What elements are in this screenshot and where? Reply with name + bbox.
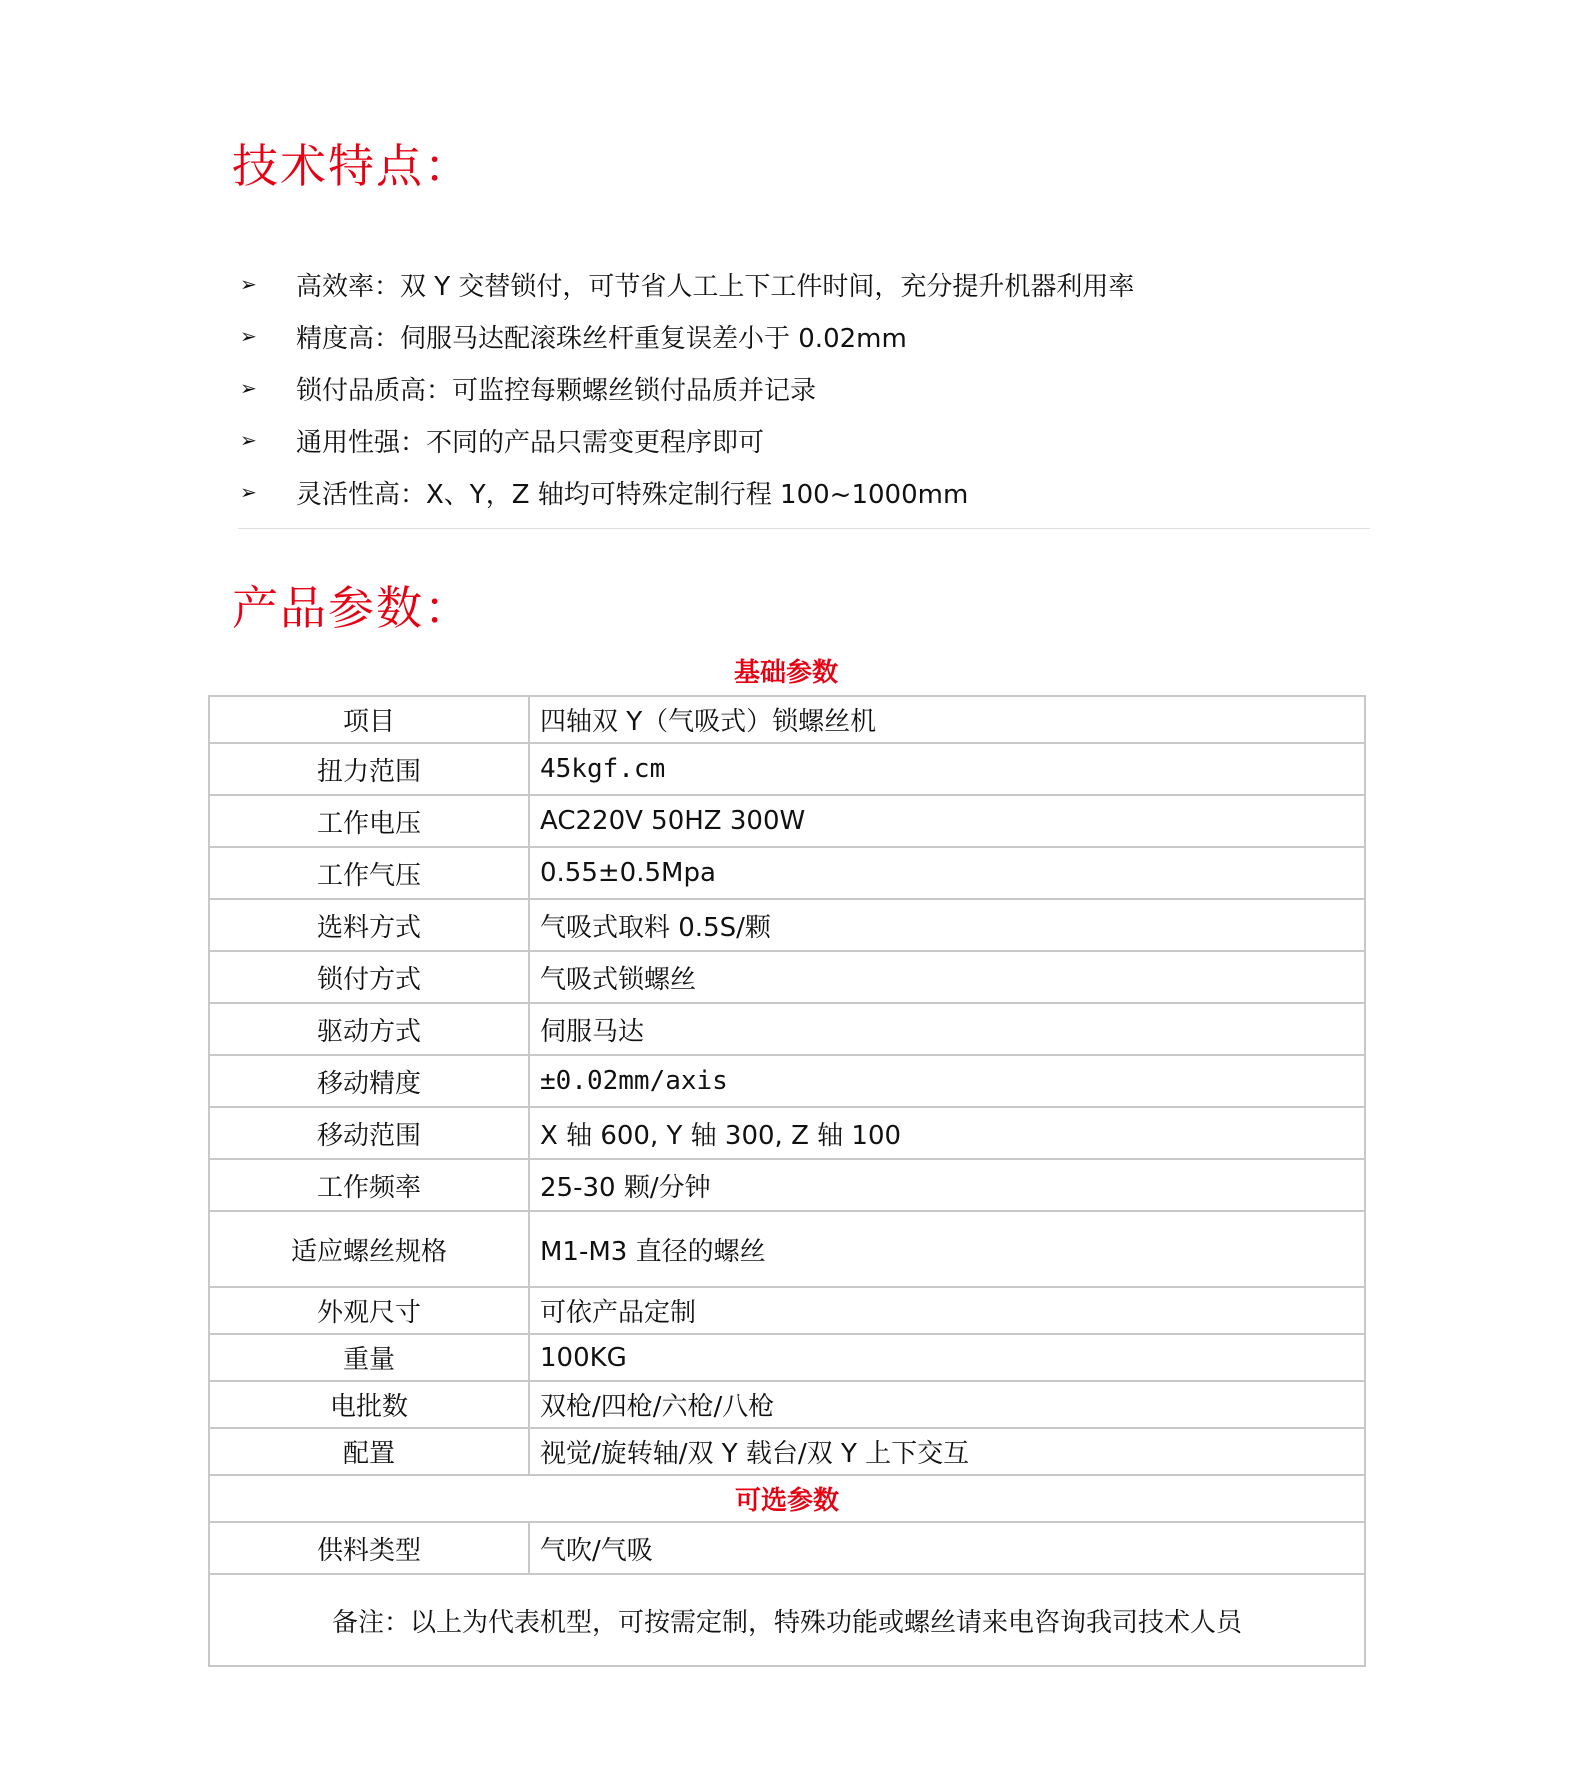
param-value: 气吸式锁螺丝 xyxy=(529,951,1365,1003)
param-value: 25-30 颗/分钟 xyxy=(529,1159,1365,1211)
remark-note: 备注：以上为代表机型，可按需定制，特殊功能或螺丝请来电咨询我司技术人员 xyxy=(209,1574,1365,1666)
table-row xyxy=(209,899,1365,951)
param-value: AC220V 50HZ 300W xyxy=(529,795,1365,847)
param-value: 0.55±0.5Mpa xyxy=(529,847,1365,899)
feature-text: 锁付品质高：可监控每颗螺丝锁付品质并记录 xyxy=(296,375,817,406)
table-row xyxy=(209,1522,1365,1574)
param-label: 选料方式 xyxy=(209,899,529,951)
table-row xyxy=(209,1574,1365,1666)
table-row xyxy=(209,1107,1365,1159)
optional-params-caption: 可选参数 xyxy=(209,1475,1365,1522)
param-value: 气吹/气吸 xyxy=(529,1522,1365,1574)
feature-item xyxy=(240,466,1134,518)
param-value: M1-M3 直径的螺丝 xyxy=(529,1211,1365,1287)
param-value: X 轴 600, Y 轴 300, Z 轴 100 xyxy=(529,1107,1365,1159)
table-row xyxy=(209,1003,1365,1055)
table-row xyxy=(209,951,1365,1003)
table-row xyxy=(209,1475,1365,1522)
param-label: 工作电压 xyxy=(209,795,529,847)
table-row xyxy=(209,847,1365,899)
table-row xyxy=(209,1159,1365,1211)
arrow-bullet-icon: ➢ xyxy=(240,480,257,504)
param-label: 适应螺丝规格 xyxy=(209,1211,529,1287)
param-label: 配置 xyxy=(209,1428,529,1475)
table-row xyxy=(209,696,1365,743)
arrow-bullet-icon: ➢ xyxy=(240,428,257,452)
param-value: 气吸式取料 0.5S/颗 xyxy=(529,899,1365,951)
param-label: 锁付方式 xyxy=(209,951,529,1003)
param-label: 工作频率 xyxy=(209,1159,529,1211)
feature-text: 高效率：双 Y 交替锁付，可节省人工上下工件时间，充分提升机器利用率 xyxy=(296,271,1135,302)
section-divider xyxy=(238,528,1370,529)
arrow-bullet-icon: ➢ xyxy=(240,272,257,296)
basic-params-caption: 基础参数 xyxy=(733,658,838,688)
param-label: 电批数 xyxy=(209,1381,529,1428)
feature-item xyxy=(240,414,1134,466)
param-label: 驱动方式 xyxy=(209,1003,529,1055)
table-row xyxy=(209,1287,1365,1334)
param-label: 移动精度 xyxy=(209,1055,529,1107)
feature-text: 精度高：伺服马达配滚珠丝杆重复误差小于 0.02mm xyxy=(296,323,907,354)
param-label: 移动范围 xyxy=(209,1107,529,1159)
param-value: 可依产品定制 xyxy=(529,1287,1365,1334)
features-list xyxy=(240,258,1134,518)
table-row xyxy=(209,1381,1365,1428)
param-value: 伺服马达 xyxy=(529,1003,1365,1055)
params-title: 产品参数： xyxy=(232,581,472,635)
param-label: 项目 xyxy=(209,696,529,743)
table-row xyxy=(209,795,1365,847)
param-value: ±0.02mm/axis xyxy=(529,1055,1365,1107)
arrow-bullet-icon: ➢ xyxy=(240,324,257,348)
param-label: 扭力范围 xyxy=(209,743,529,795)
feature-text: 灵活性高：X、Y，Z 轴均可特殊定制行程 100~1000mm xyxy=(296,479,969,510)
feature-text: 通用性强：不同的产品只需变更程序即可 xyxy=(296,427,765,458)
params-table xyxy=(208,695,1366,1667)
table-row xyxy=(209,1211,1365,1287)
param-label: 工作气压 xyxy=(209,847,529,899)
param-value: 100KG xyxy=(529,1334,1365,1381)
features-title: 技术特点： xyxy=(232,139,472,193)
param-label: 供料类型 xyxy=(209,1522,529,1574)
table-row xyxy=(209,1055,1365,1107)
feature-item xyxy=(240,258,1134,310)
param-label: 外观尺寸 xyxy=(209,1287,529,1334)
param-value: 45kgf.cm xyxy=(529,743,1365,795)
param-value: 四轴双 Y（气吸式）锁螺丝机 xyxy=(529,696,1365,743)
table-row xyxy=(209,1334,1365,1381)
table-row xyxy=(209,1428,1365,1475)
feature-item xyxy=(240,362,1134,414)
param-value: 视觉/旋转轴/双 Y 载台/双 Y 上下交互 xyxy=(529,1428,1365,1475)
param-label: 重量 xyxy=(209,1334,529,1381)
table-row xyxy=(209,743,1365,795)
feature-item xyxy=(240,310,1134,362)
param-value: 双枪/四枪/六枪/八枪 xyxy=(529,1381,1365,1428)
arrow-bullet-icon: ➢ xyxy=(240,376,257,400)
